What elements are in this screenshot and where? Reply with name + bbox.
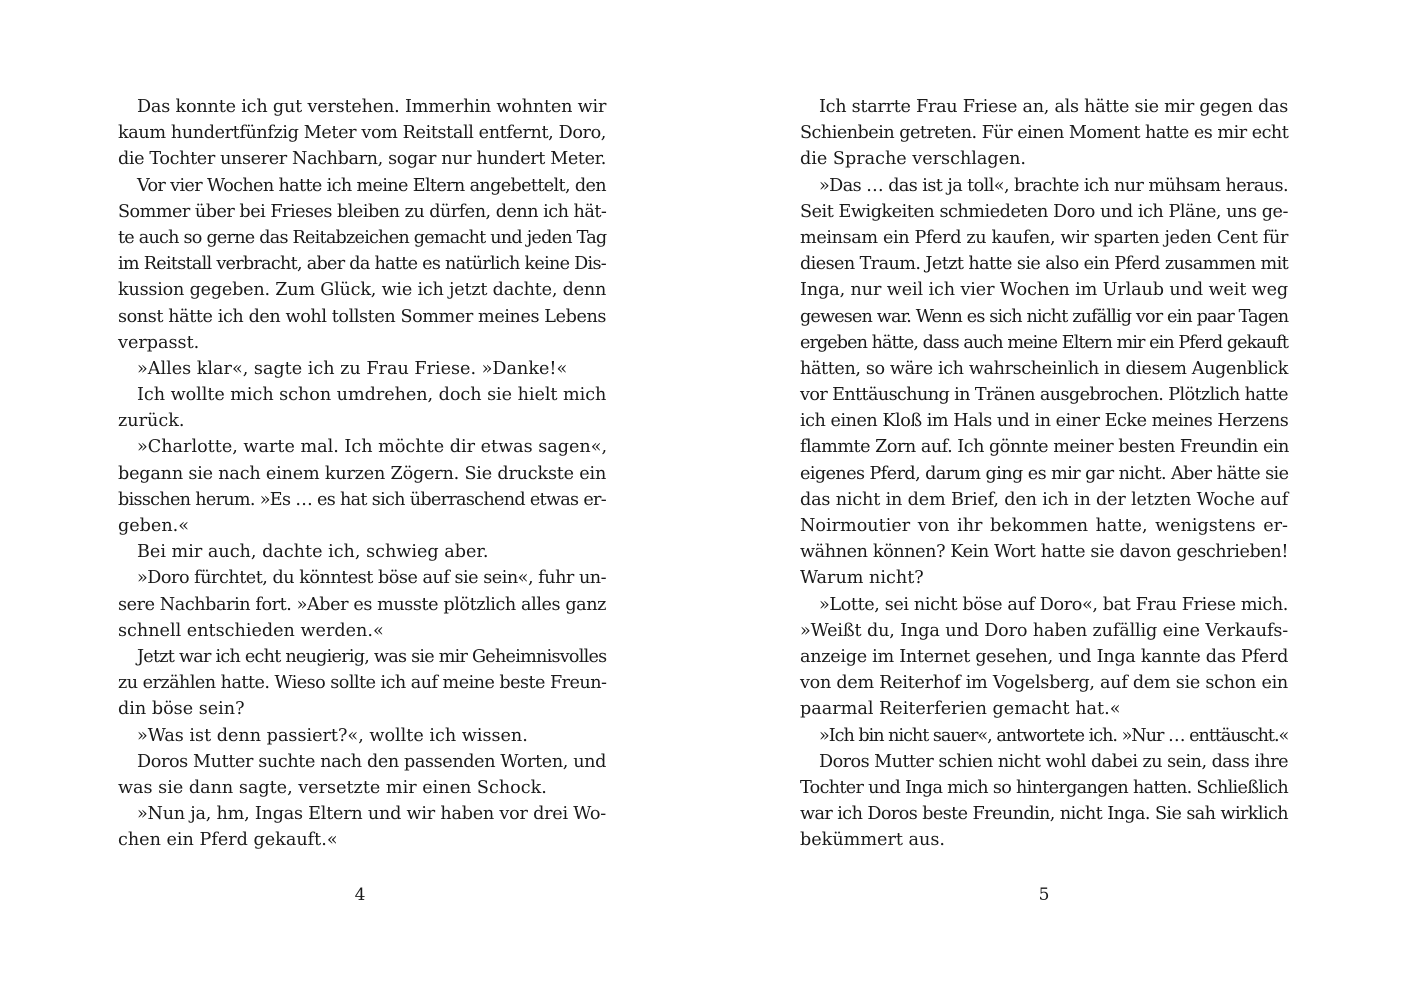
text-line: »Weißt du, Inga und Doro haben zufällig eine Verkaufs- <box>800 620 1289 641</box>
text-line: Jetzt war ich echt neugierig, was sie mir Geheimnisvolles <box>137 646 607 667</box>
text-line: ich einen Kloß im Hals und in einer Ecke meines Herzens <box>800 411 1289 432</box>
text-line: zu erzählen hatte. Wieso sollte ich auf meine beste Freun- <box>118 673 607 694</box>
text-line: begann sie nach einem kurzen Zögern. Sie druckste ein <box>118 463 607 484</box>
text-line: Doros Mutter suchte nach den passenden Worten, und <box>137 751 607 772</box>
right-page-number: 5 <box>1038 885 1050 905</box>
text-line: was sie dann sagte, versetzte mir einen Schock. <box>118 777 547 798</box>
text-line: »Das … das ist ja toll«, brachte ich nur mühsam heraus. <box>819 175 1288 196</box>
left-page-text <box>118 94 606 853</box>
text-line: verpasst. <box>118 332 200 353</box>
text-line: din böse sein? <box>118 699 245 720</box>
text-line: »Nun ja, hm, Ingas Eltern und wir haben vor drei Wo- <box>137 804 606 825</box>
text-line: schnell entschieden werden.« <box>118 620 384 641</box>
text-line: zurück. <box>118 411 185 432</box>
text-line: Doros Mutter schien nicht wohl dabei zu sein, dass ihre <box>819 751 1289 772</box>
text-line: te auch so gerne das Reitabzeichen gemacht und jeden Tag <box>118 227 607 248</box>
text-line: Ich wollte mich schon umdrehen, doch sie hielt mich <box>137 385 607 406</box>
text-line: Das konnte ich gut verstehen. Immerhin wohnten wir <box>137 97 607 117</box>
text-line: geben.« <box>118 516 190 536</box>
text-line: sonst hätte ich den wohl tollsten Sommer meines Lebens <box>118 306 606 327</box>
text-line: »Doro fürchtet, du könntest böse auf sie sein«, fuhr un- <box>137 568 607 589</box>
text-line: die Sprache verschlagen. <box>800 149 1026 170</box>
text-line: Tochter und Inga mich so hintergangen hatten. Schließlich <box>800 777 1288 798</box>
text-line: kussion gegeben. Zum Glück, wie ich jetzt dachte, denn <box>118 280 607 301</box>
text-line: »Alles klar«, sagte ich zu Frau Friese. »Danke!« <box>137 358 568 379</box>
text-line: Vor vier Wochen hatte ich meine Eltern angebettelt, den <box>137 175 606 196</box>
text-line: wähnen können? Kein Wort hatte sie davon geschrieben! <box>800 542 1288 563</box>
text-line: chen ein Pferd gekauft.« <box>118 830 338 851</box>
text-line: im Reitstall verbracht, aber da hatte es natürlich keine Dis- <box>118 254 606 275</box>
text-line: bisschen herum. »Es … es hat sich überraschend etwas er- <box>118 489 606 510</box>
text-line: Noirmoutier von ihr bekommen hatte, wenigstens er- <box>800 516 1288 536</box>
text-line: anzeige im Internet gesehen, und Inga kannte das Pferd <box>800 646 1289 667</box>
text-line: Inga, nur weil ich vier Wochen im Urlaub und weit weg <box>800 280 1289 301</box>
text-line: gewesen war. Wenn es sich nicht zufällig vor ein paar Tagen <box>800 306 1289 327</box>
text-line: Ich starrte Frau Friese an, als hätte sie mir gegen das <box>819 97 1288 117</box>
text-line: das nicht in dem Brief, den ich in der letzten Woche auf <box>800 489 1289 510</box>
text-line: von dem Reiterhof im Vogelsberg, auf dem sie schon ein <box>800 673 1288 694</box>
text-line: paarmal Reiterferien gemacht hat.« <box>800 699 1121 720</box>
text-line: Schienbein getreten. Für einen Moment hatte es mir echt <box>800 123 1289 144</box>
text-line: diesen Traum. Jetzt hatte sie also ein Pferd zusammen mit <box>800 254 1289 275</box>
text-line: eigenes Pferd, darum ging es mir gar nicht. Aber hätte sie <box>800 463 1289 484</box>
text-line: meinsam ein Pferd zu kaufen, wir sparten jeden Cent für <box>800 227 1288 248</box>
text-line: »Ich bin nicht sauer«, antwortete ich. »Nur … enttäuscht.« <box>819 725 1289 746</box>
text-line: vor Enttäuschung in Tränen ausgebrochen. Plötzlich hatte <box>800 385 1288 406</box>
text-line: sere Nachbarin fort. »Aber es musste plötzlich alles ganz <box>118 594 606 615</box>
left-page <box>0 0 702 1000</box>
text-line: hätten, so wäre ich wahrscheinlich in diesem Augenblick <box>800 358 1289 379</box>
text-line: Sommer über bei Frieses bleiben zu dürfen, denn ich hät- <box>118 201 607 222</box>
text-line: war ich Doros beste Freundin, nicht Inga. Sie sah wirklich <box>800 804 1288 825</box>
text-line: Seit Ewigkeiten schmiedeten Doro und ich Pläne, uns ge- <box>800 201 1288 222</box>
text-line: flammte Zorn auf. Ich gönnte meiner besten Freundin ein <box>800 437 1289 458</box>
text-line: die Tochter unserer Nachbarn, sogar nur hundert Meter. <box>118 149 606 170</box>
text-line: kaum hundertfünfzig Meter vom Reitstall entfernt, Doro, <box>118 123 606 144</box>
text-line: Bei mir auch, dachte ich, schwieg aber. <box>137 542 489 563</box>
right-page <box>702 0 1405 1000</box>
left-page-number: 4 <box>354 885 366 905</box>
text-line: Warum nicht? <box>800 568 924 589</box>
text-line: »Lotte, sei nicht böse auf Doro«, bat Frau Friese mich. <box>819 594 1288 615</box>
text-line: bekümmert aus. <box>800 830 945 851</box>
right-page-text <box>800 94 1288 853</box>
text-line: ergeben hätte, dass auch meine Eltern mir ein Pferd gekauft <box>800 332 1289 353</box>
text-line: »Charlotte, warte mal. Ich möchte dir etwas sagen«, <box>137 437 608 458</box>
text-line: »Was ist denn passiert?«, wollte ich wissen. <box>137 725 528 746</box>
